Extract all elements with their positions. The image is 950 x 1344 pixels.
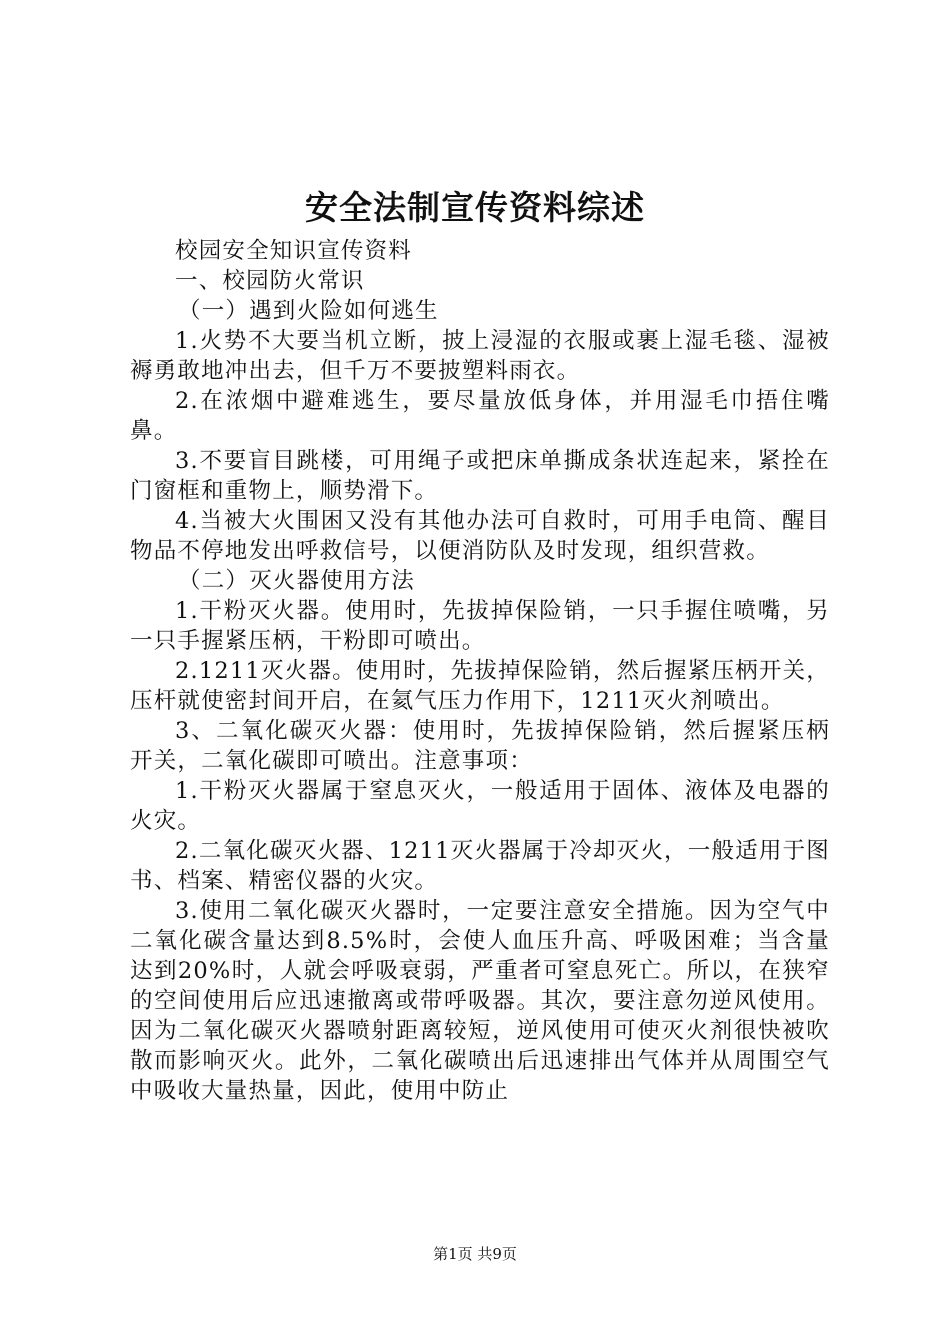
section-heading: 一、校园防火常识: [175, 268, 365, 294]
subsection-heading: （二）灭火器使用方法: [178, 568, 416, 594]
page-number: 第1页 共9页: [433, 1245, 517, 1263]
paragraph: 校园安全知识宣传资料: [175, 238, 413, 264]
paragraph: 3、二氧化碳灭火器：使用时，先拔掉保险销，然后握紧压柄开关，二氧化碳即可喷出。注意事项：: [130, 718, 830, 774]
document-body: [130, 236, 830, 1106]
document-title: 安全法制宣传资料综述: [305, 188, 645, 227]
paragraph: 3.使用二氧化碳灭火器时，一定要注意安全措施。因为空气中二氧化碳含量达到8.5%时，会使人血压升高、呼吸困难；当含量达到20%时，人就会呼吸衰弱，严重者可窒息死亡。所以，在狭窄的空间使用后应迅速撤离或带呼吸器。其次，要注意勿逆风使用。因为二氧化碳灭火器喷射距离较短，逆风使用可使灭火剂很快被吹散而影响灭火。此外，二氧化碳喷出后迅速排出气体并从周围空气中吸收大量热量，因此，使用中防止: [130, 898, 830, 1104]
paragraph: 1.干粉灭火器属于窒息灭火，一般适用于固体、液体及电器的火灾。: [130, 778, 830, 834]
paragraph: 2.1211灭火器。使用时，先拔掉保险销，然后握紧压柄开关，压杆就使密封间开启，在氦气压力作用下，1211灭火剂喷出。: [130, 658, 830, 714]
paragraph: 2.在浓烟中避难逃生，要尽量放低身体，并用湿毛巾捂住嘴鼻。: [130, 388, 830, 444]
paragraph: 1.火势不大要当机立断，披上浸湿的衣服或裹上湿毛毯、湿被褥勇敢地冲出去，但千万不要披塑料雨衣。: [130, 328, 830, 384]
subsection-heading: （一）遇到火险如何逃生: [178, 298, 439, 324]
paragraph: 2.二氧化碳灭火器、1211灭火器属于冷却灭火，一般适用于图书、档案、精密仪器的火灾。: [130, 838, 830, 894]
paragraph: 4.当被大火围困又没有其他办法可自救时，可用手电筒、醒目物品不停地发出呼救信号，以便消防队及时发现，组织营救。: [130, 508, 830, 564]
paragraph: 3.不要盲目跳楼，可用绳子或把床单撕成条状连起来，紧拴在门窗框和重物上，顺势滑下。: [130, 448, 830, 504]
paragraph: 1.干粉灭火器。使用时，先拔掉保险销，一只手握住喷嘴，另一只手握紧压柄，干粉即可喷出。: [130, 598, 830, 654]
